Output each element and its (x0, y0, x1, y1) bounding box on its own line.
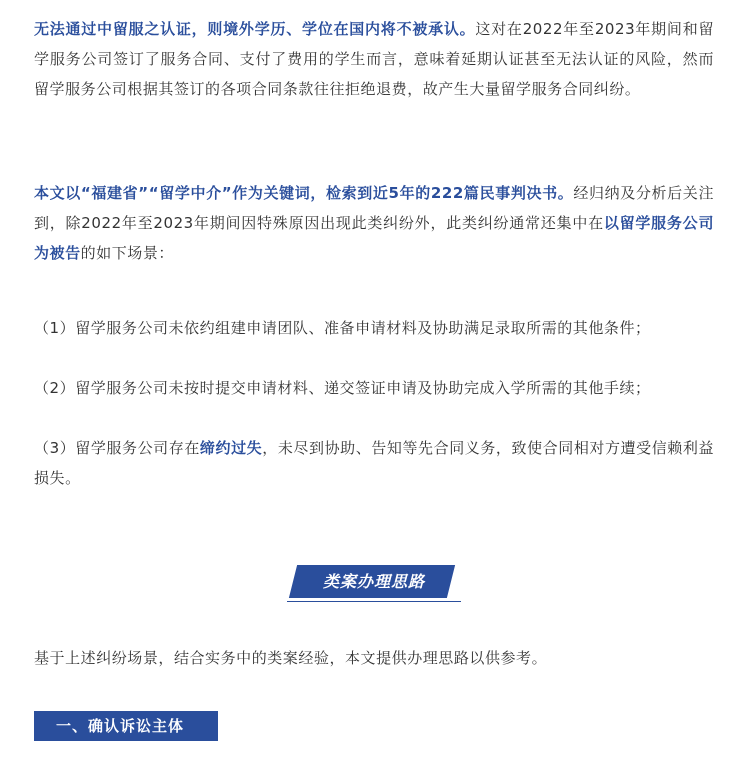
sub-heading-confirm-party: 一、确认诉讼主体 (34, 711, 218, 741)
paragraph-text: 的如下场景： (80, 244, 174, 262)
highlight-culpa: 缔约过失 (199, 439, 263, 457)
scenario-text: （3）留学服务公司存在 (34, 439, 200, 457)
highlight-certification: 无法通过中留服之认证，则境外学历、学位在国内将不被承认。 (34, 20, 476, 38)
scenario-item-3 (34, 433, 714, 493)
scenario-item-2: （2）留学服务公司未按时提交申请材料、递交签证申请及协助完成入学所需的其他手续； (34, 379, 651, 397)
scenario-text: ，未尽到协助、告知等先合同义务，致使合同相对方遭受信赖利益损失。 (34, 439, 715, 487)
highlight-defendant: 以留学服务公司为被告 (34, 214, 714, 262)
paragraph-search-method (34, 178, 714, 268)
paragraph-text: 这对在2022年至2023年期间和留学服务公司签订了服务合同、支付了费用的学生而言，意味着延期认证甚至无法认证的风险，然而留学服务公司根据其签订的各项合同条款往往拒绝退费，故产生大量留学服务合同纠纷。 (34, 20, 715, 98)
paragraph-text: 经归纳及分析后关注到，除2022年至2023年期间因特殊原因出现此类纠纷外，此类纠纷通常还集中在 (34, 184, 714, 232)
paragraph-intro: 基于上述纠纷场景，结合实务中的类案经验，本文提供办理思路以供参考。 (34, 649, 548, 667)
section-title-underline (287, 601, 461, 602)
section-title: 类案办理思路 (322, 572, 425, 591)
highlight-search-keywords: 本文以“福建省”“留学中介”作为关键词，检索到近5年的222篇民事判决书。 (34, 184, 574, 202)
section-title-banner (287, 565, 461, 605)
paragraph-certification-risk (34, 14, 714, 104)
scenario-item-1: （1）留学服务公司未依约组建申请团队、准备申请材料及协助满足录取所需的其他条件； (34, 319, 651, 337)
